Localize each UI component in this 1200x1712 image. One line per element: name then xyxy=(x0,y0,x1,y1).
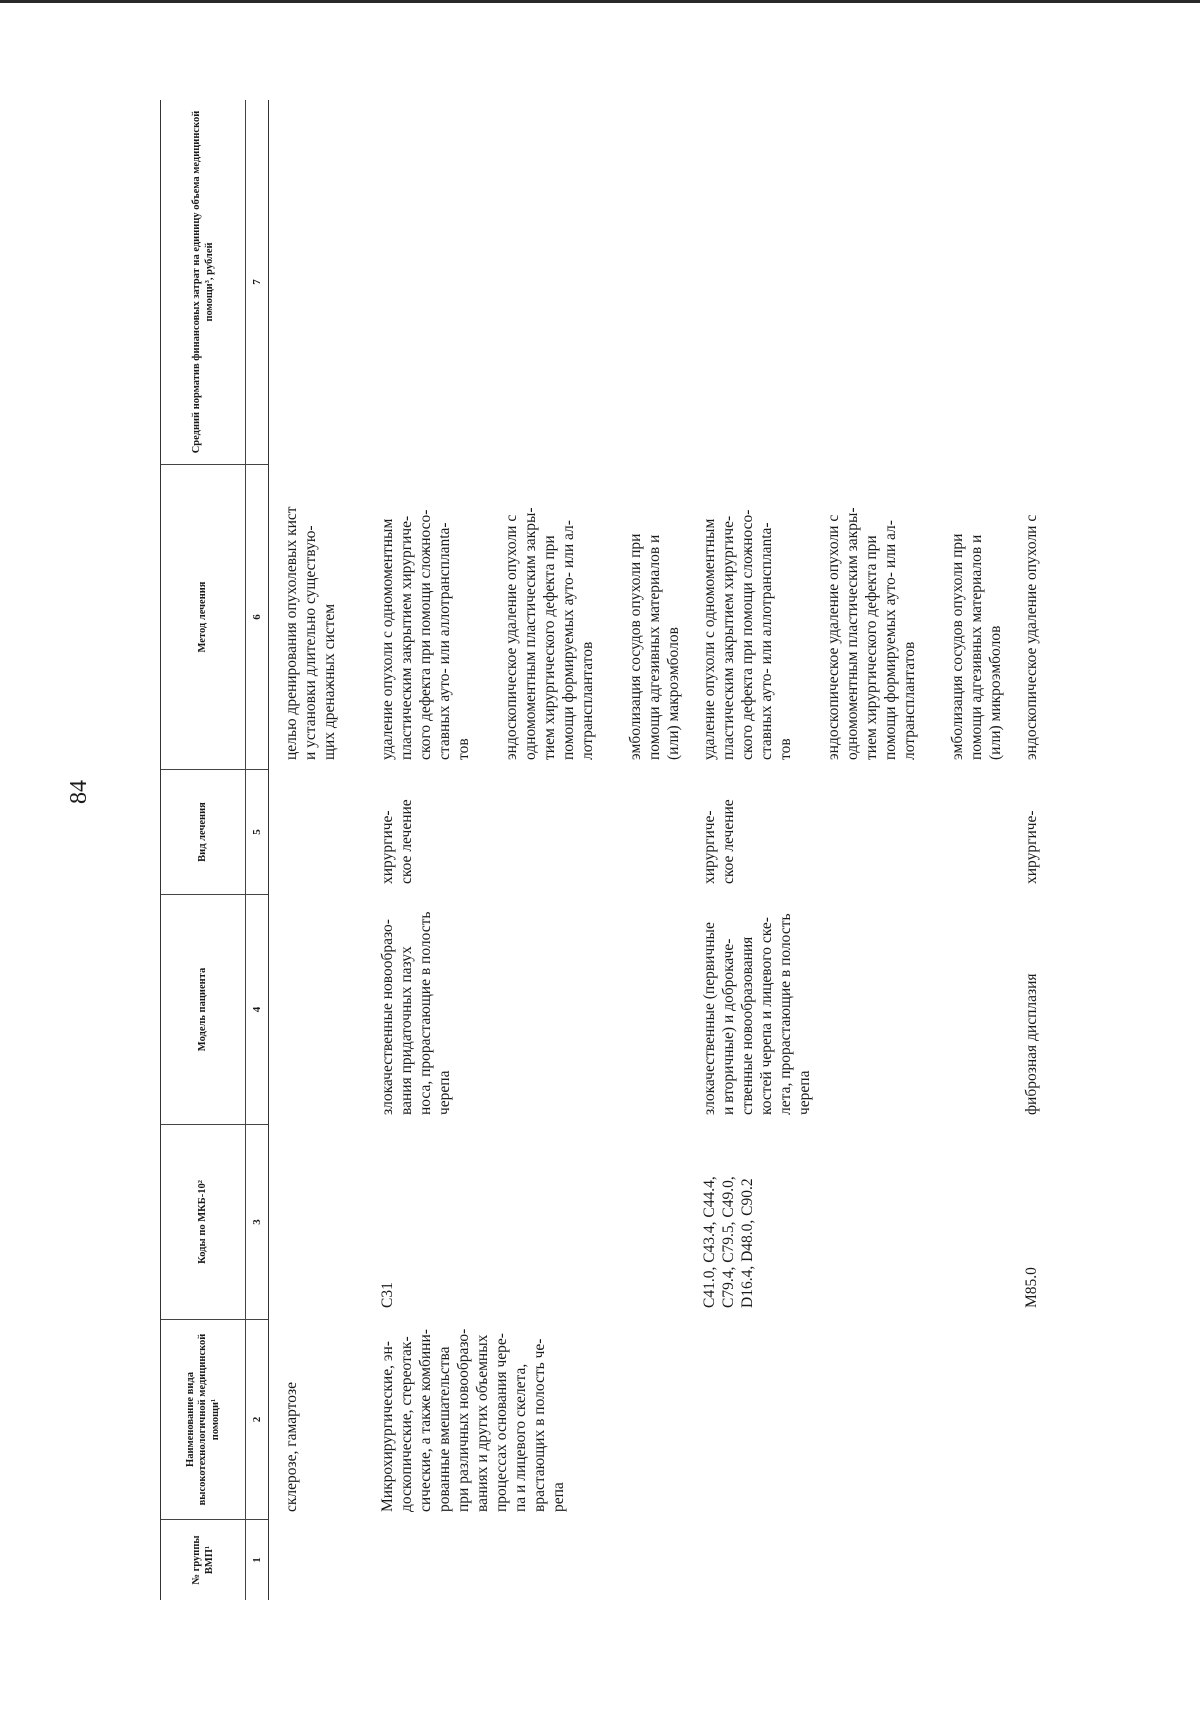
header-group-number: № группы ВМП¹ xyxy=(190,1535,215,1585)
column-number-row xyxy=(245,100,269,1600)
row-method: удаление опухоли с одномоментным пластическим закрытием хирургиче- ского дефекта при помощи сложносо- ставных ауто- или аллотрансплanta- тов xyxy=(701,509,794,760)
row-method: эндоскопическое удаление опухоли с xyxy=(1023,514,1040,760)
row-method: эмболизация сосудов опухоли при помощи адгезивных материалов и (или) микроэмболов xyxy=(949,533,1004,760)
row-treatment-type: хирургиче- ское лечение xyxy=(379,799,415,884)
row-method: эндоскопическое удаление опухоли с одномоментным пластическим закры- тием хирургического дефекта при помощи формируемых ауто- или ал- лотрансплантатов xyxy=(503,507,596,760)
header-treatment-type: Вид лечения xyxy=(161,770,246,895)
scan-edge xyxy=(0,0,1200,3)
page-number: 84 xyxy=(66,780,92,804)
column-number: 7 xyxy=(246,100,268,465)
column-number: 2 xyxy=(246,1320,268,1520)
row-codes: C31 xyxy=(379,1282,396,1308)
row-codes: C41.0, C43.4, C44.4, C79.4, C79.5, C49.0, D16.4, D48.0, C90.2 xyxy=(701,1176,756,1308)
column-number: 3 xyxy=(246,1125,268,1320)
row-method: удаление опухоли с одномоментным пластическим закрытием хирургиче- ского дефекта при помощи сложносо- ставных ауто- или аллотрансплanta- тов xyxy=(379,509,472,760)
column-number: 1 xyxy=(251,1557,263,1563)
row-method: эндоскопическое удаление опухоли с одномоментным пластическим закры- тием хирургического дефекта при помощи формируемых ауто- или ал- лотрансплантатов xyxy=(825,507,918,760)
row-method: эмболизация сосудов опухоли при помощи адгезивных материалов и (или) макроэмболов xyxy=(627,533,682,760)
rotated-page-content xyxy=(160,100,1200,1600)
group-name: Микрохирургические, эн- доскопические, стереотак- сические, а также комбини- рованные вмешательства при различных новообразо- ваниях и других объемных процессах основания чере- па и лицевого скелета, врастающих в полость че- репа xyxy=(379,1328,567,1512)
header-financial-norm: Средний норматив финансовых затрат на единицу объема медицинской помощи³, рублей xyxy=(161,100,246,465)
row-treatment-type: хирургиче- xyxy=(1023,810,1040,884)
column-number: 6 xyxy=(246,465,268,770)
row-treatment-type: хирургиче- ское лечение xyxy=(701,799,737,884)
header-vmp-name: Наименование вида высокотехнологичной медицинской помощи¹ xyxy=(161,1320,246,1520)
header-treatment-method: Метод лечения xyxy=(161,465,246,770)
row-patient-model: фиброзная дисплазия xyxy=(1023,973,1040,1115)
header-icd-codes: Коды по МКБ-10² xyxy=(161,1125,246,1320)
header-patient-model: Модель пациента xyxy=(161,895,246,1125)
row-patient-model: злокачественные (первичные и вторичные) и доброкаче- ственные новообразования костей черепа и лицевого ске- лета, прорастающие в полость черепа xyxy=(701,913,813,1115)
continuation-name: склерозе, гамартозе xyxy=(283,1382,300,1512)
continuation-method: целью дренирования опухолевых кист и установки длительно существую- щих дренажных систем xyxy=(283,506,338,760)
row-codes: M85.0 xyxy=(1023,1267,1040,1308)
column-number: 5 xyxy=(246,770,268,895)
column-number: 4 xyxy=(246,895,268,1125)
row-patient-model: злокачественные новообразо- вания придаточных пазух носа, прорастающие в полость черепа xyxy=(379,911,453,1115)
table-header xyxy=(160,100,246,1600)
